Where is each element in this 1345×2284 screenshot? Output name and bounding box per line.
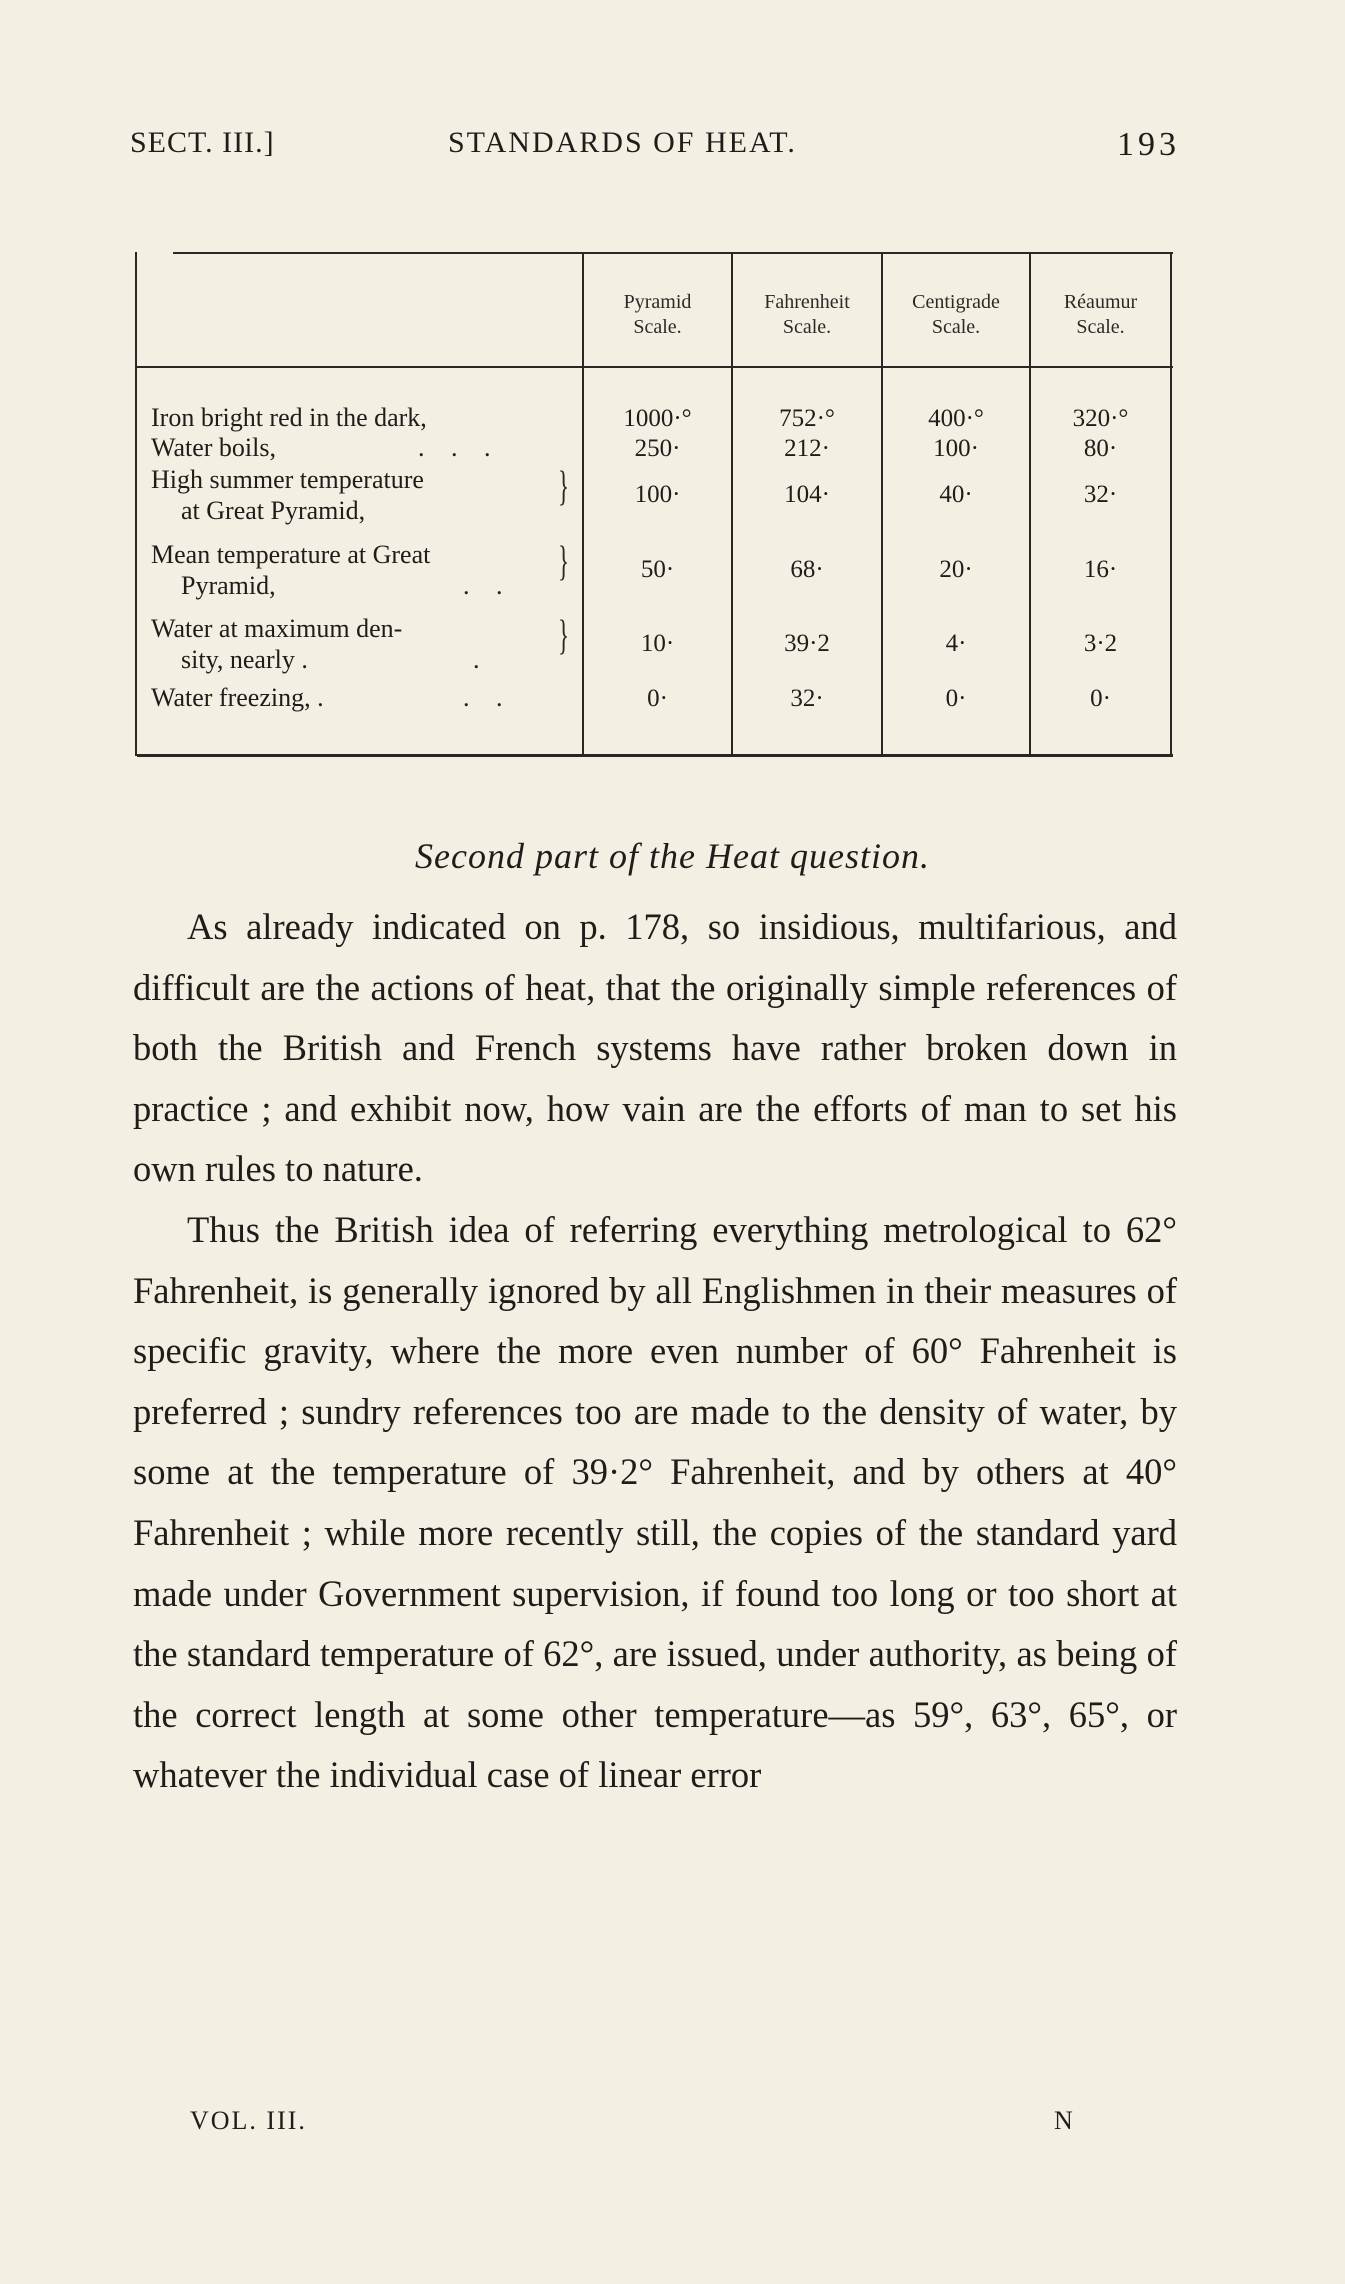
brace-icon: } bbox=[558, 539, 570, 585]
table-cell: 16· bbox=[1083, 556, 1118, 583]
table-cell: 100· bbox=[634, 481, 681, 508]
row-label-text: at Great Pyramid, bbox=[181, 496, 366, 525]
column-header-unit: Scale. bbox=[931, 316, 981, 338]
table-cell: 10· bbox=[640, 630, 675, 657]
table-cell: 4· bbox=[945, 630, 967, 657]
brace-icon: } bbox=[558, 464, 570, 510]
column-header-name: Fahrenheit bbox=[764, 291, 850, 313]
table-cell: 1000·° bbox=[623, 405, 692, 432]
signature-mark: N bbox=[1054, 2106, 1075, 2135]
volume-label: VOL. III. bbox=[190, 2106, 307, 2135]
table-cell: 40· bbox=[939, 481, 973, 508]
column-header-unit: Scale. bbox=[633, 316, 682, 338]
column-header-name: Pyramid bbox=[623, 291, 692, 313]
leader-dots: . . bbox=[463, 571, 513, 600]
section-heading: Second part of the Heat question. bbox=[415, 836, 930, 876]
table-cell: 20· bbox=[939, 556, 973, 583]
brace-icon: } bbox=[558, 613, 570, 659]
row-label-leader-dots bbox=[418, 432, 501, 463]
row-label-text: Water at maximum den- bbox=[151, 614, 403, 643]
table-right-rule bbox=[1170, 252, 1172, 756]
table-cell: 104· bbox=[784, 481, 830, 508]
table-cell: 250· bbox=[634, 435, 681, 462]
table-cell: 68· bbox=[790, 556, 824, 583]
table-cell: 320·° bbox=[1072, 405, 1129, 432]
row-label-water-freezing bbox=[151, 682, 324, 713]
row-label-text: High summer temperature bbox=[151, 465, 424, 494]
table-cell: 39·2 bbox=[784, 630, 830, 657]
table-cell: 752·° bbox=[779, 405, 835, 432]
running-header bbox=[130, 126, 1180, 170]
table-cell: 0· bbox=[945, 685, 967, 712]
row-label-leader-dots bbox=[463, 682, 513, 713]
column-header-unit: Scale. bbox=[1076, 316, 1125, 338]
row-label-mean-temp-cont bbox=[181, 570, 276, 601]
table-cell: 80· bbox=[1083, 435, 1118, 462]
leader-dots: . . . bbox=[418, 433, 501, 462]
table-cell: 32· bbox=[1083, 481, 1118, 508]
row-label-text: Water boils, bbox=[151, 433, 276, 462]
body-text bbox=[133, 897, 1177, 1806]
table-left-rule bbox=[135, 252, 137, 756]
row-label-leader-dots bbox=[473, 644, 490, 675]
table-cell: 32· bbox=[790, 685, 824, 712]
leader-dots: . bbox=[473, 645, 490, 674]
row-label-max-density bbox=[151, 613, 402, 644]
table-cell: 100· bbox=[933, 435, 979, 462]
table-cell: 3·2 bbox=[1083, 630, 1118, 657]
table-cell: 0· bbox=[1090, 685, 1111, 712]
column-header-unit: Scale. bbox=[782, 316, 832, 338]
table-cell: 50· bbox=[640, 556, 675, 583]
table-top-rule bbox=[173, 252, 1173, 254]
table-cell: 400·° bbox=[928, 405, 984, 432]
table-cell: 0· bbox=[647, 685, 668, 712]
temperature-table bbox=[133, 252, 1173, 760]
row-label-iron bbox=[151, 402, 427, 433]
column-header-reaumur bbox=[1031, 290, 1170, 340]
leader-dots: . . bbox=[463, 683, 513, 712]
row-label-high-summer bbox=[151, 464, 424, 495]
table-header-rule bbox=[137, 366, 1173, 368]
page-footer bbox=[190, 2106, 1090, 2146]
row-label-text: Pyramid, bbox=[181, 571, 276, 600]
table-bottom-rule bbox=[137, 754, 1173, 757]
row-label-water-boils bbox=[151, 432, 276, 463]
row-label-text: Water freezing, . bbox=[151, 683, 324, 712]
page-number: 193 bbox=[1117, 126, 1180, 163]
row-label-max-density-cont bbox=[181, 644, 308, 675]
column-header-centigrade bbox=[883, 290, 1029, 340]
row-label-mean-temp bbox=[151, 539, 430, 570]
page-title: STANDARDS OF HEAT. bbox=[448, 126, 797, 159]
table-cell: 212· bbox=[784, 435, 830, 462]
row-label-leader-dots bbox=[463, 570, 513, 601]
row-label-high-summer-cont bbox=[181, 495, 365, 526]
column-header-name: Réaumur bbox=[1063, 291, 1138, 313]
column-header-fahrenheit bbox=[733, 290, 881, 340]
row-label-text: Iron bright red in the dark, bbox=[151, 403, 427, 432]
column-header-name: Centigrade bbox=[912, 291, 1000, 313]
paragraph: As already indicated on p. 178, so insidious, multifarious, and difficult are the actions of heat, that the originally simple references of both the British and French systems have rather broken down in practice ; and exhibit now, how vain are the efforts of man to set his own rules to nature. bbox=[133, 906, 1177, 1190]
paragraph: Thus the British idea of referring everything metrological to 62° Fahrenheit, is generally ignored by all Englishmen in their measures of specific gravity, where the more even number of 60° Fahrenheit is preferred ; sundry references too are made to the density of water, by some at the temperature of 39·2° Fahrenheit, and by others at 40° Fahrenheit ; while more recently still, the copies of the standard yard made under Government supervision, if found too long or too short at the standard temperature of 62°, are issued, under authority, as being of the correct length at some other temperature—as 59°, 63°, 65°, or whatever the individual case of linear error bbox=[133, 1208, 1177, 1796]
row-label-text: Mean temperature at Great bbox=[151, 540, 431, 569]
section-marker: SECT. III.] bbox=[130, 126, 275, 159]
row-label-text: sity, nearly . bbox=[181, 645, 308, 674]
column-header-pyramid bbox=[584, 290, 731, 340]
